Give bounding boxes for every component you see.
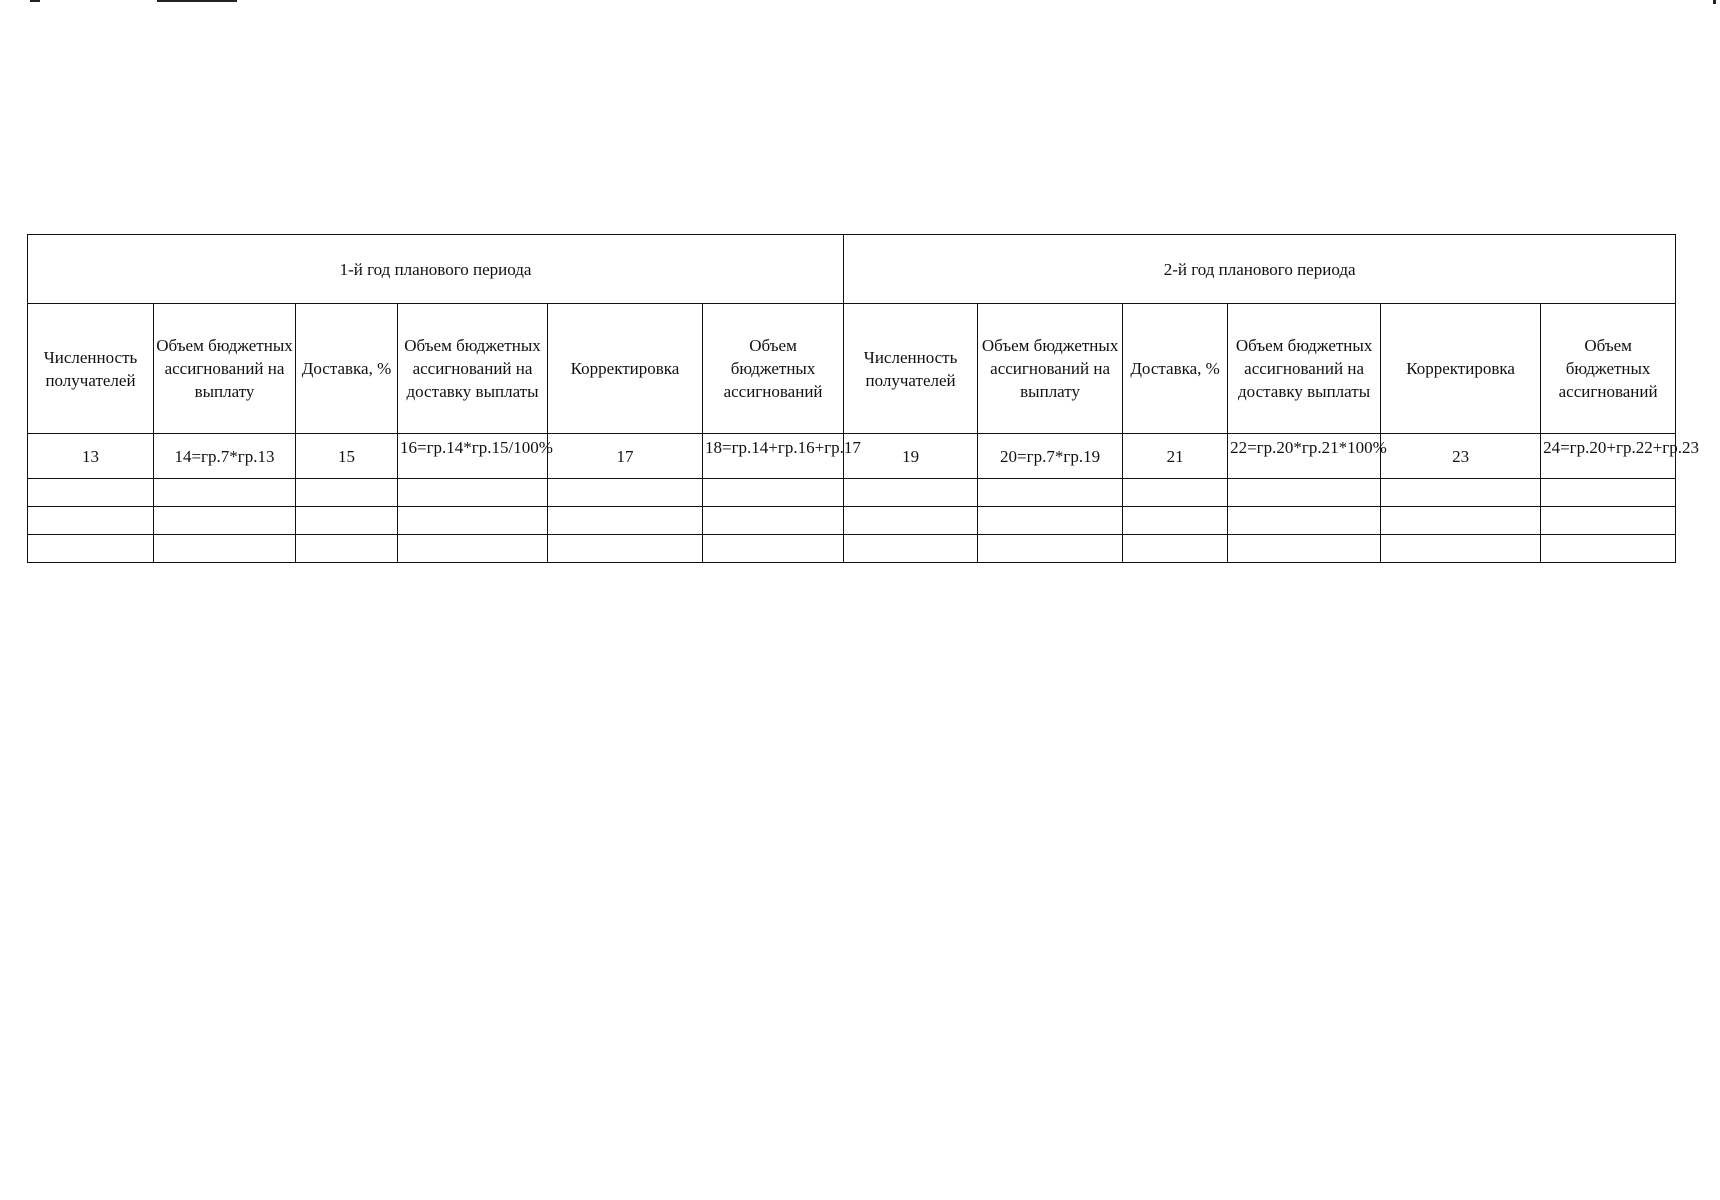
column-header: Объем бюджетных ассигнований на выплату — [978, 304, 1123, 434]
column-number: 14=гр.7*гр.13 — [154, 434, 296, 479]
table-cell — [844, 479, 978, 507]
column-number: 18=гр.14+гр.16+гр.17 — [703, 434, 844, 479]
table-cell — [703, 507, 844, 535]
column-number: 21 — [1123, 434, 1228, 479]
table-cell — [548, 479, 703, 507]
table-cell — [703, 535, 844, 563]
column-number: 24=гр.20+гр.22+гр.23 — [1541, 434, 1676, 479]
table-cell — [296, 535, 398, 563]
column-header: Корректировка — [548, 304, 703, 434]
column-header: Объем бюджетных ассигнований на выплату — [154, 304, 296, 434]
column-number: 15 — [296, 434, 398, 479]
table-cell — [28, 535, 154, 563]
table-cell — [398, 507, 548, 535]
table-cell — [844, 507, 978, 535]
scan-artifact — [157, 0, 237, 2]
column-number: 16=гр.14*гр.15/100% — [398, 434, 548, 479]
table-cell — [1381, 507, 1541, 535]
column-header: Доставка, % — [296, 304, 398, 434]
column-header: Корректировка — [1381, 304, 1541, 434]
table-cell — [1228, 507, 1381, 535]
table-cell — [1381, 479, 1541, 507]
table-cell — [154, 535, 296, 563]
table-cell — [154, 479, 296, 507]
column-header: Объем бюджетных ассигнований — [703, 304, 844, 434]
table-cell — [978, 479, 1123, 507]
column-header-row — [28, 304, 1676, 434]
column-header: Объем бюджетных ассигнований на доставку выплаты — [398, 304, 548, 434]
empty-table-row — [28, 507, 1676, 535]
table-cell — [1541, 507, 1676, 535]
column-number: 23 — [1381, 434, 1541, 479]
scan-artifact — [1713, 0, 1716, 4]
column-header: Численность получателей — [844, 304, 978, 434]
table-cell — [154, 507, 296, 535]
column-number: 22=гр.20*гр.21*100% — [1228, 434, 1381, 479]
table-cell — [398, 479, 548, 507]
table-cell — [1123, 479, 1228, 507]
column-header: Численность получателей — [28, 304, 154, 434]
table-cell — [28, 507, 154, 535]
period-header-year-1: 1-й год планового периода — [28, 235, 844, 304]
column-header: Объем бюджетных ассигнований на доставку выплаты — [1228, 304, 1381, 434]
table-cell — [296, 479, 398, 507]
table-cell — [1541, 479, 1676, 507]
table-cell — [28, 479, 154, 507]
table-cell — [978, 535, 1123, 563]
scan-artifact — [30, 0, 40, 2]
table-cell — [296, 507, 398, 535]
table-cell — [1541, 535, 1676, 563]
table-cell — [1228, 535, 1381, 563]
column-number: 19 — [844, 434, 978, 479]
table-cell — [1123, 535, 1228, 563]
period-header-year-2: 2-й год планового периода — [844, 235, 1676, 304]
column-number: 20=гр.7*гр.19 — [978, 434, 1123, 479]
empty-table-row — [28, 479, 1676, 507]
empty-table-row — [28, 535, 1676, 563]
table-cell — [398, 535, 548, 563]
column-number: 13 — [28, 434, 154, 479]
column-number-row — [28, 434, 1676, 479]
table-cell — [844, 535, 978, 563]
column-header: Доставка, % — [1123, 304, 1228, 434]
column-header: Объем бюджетных ассигнований — [1541, 304, 1676, 434]
column-number: 17 — [548, 434, 703, 479]
table-cell — [1381, 535, 1541, 563]
table-cell — [978, 507, 1123, 535]
table-cell — [1228, 479, 1381, 507]
budget-allocation-table — [27, 234, 1700, 563]
table-cell — [548, 535, 703, 563]
table-cell — [703, 479, 844, 507]
table-cell — [548, 507, 703, 535]
period-header-row — [28, 235, 1676, 304]
table-cell — [1123, 507, 1228, 535]
